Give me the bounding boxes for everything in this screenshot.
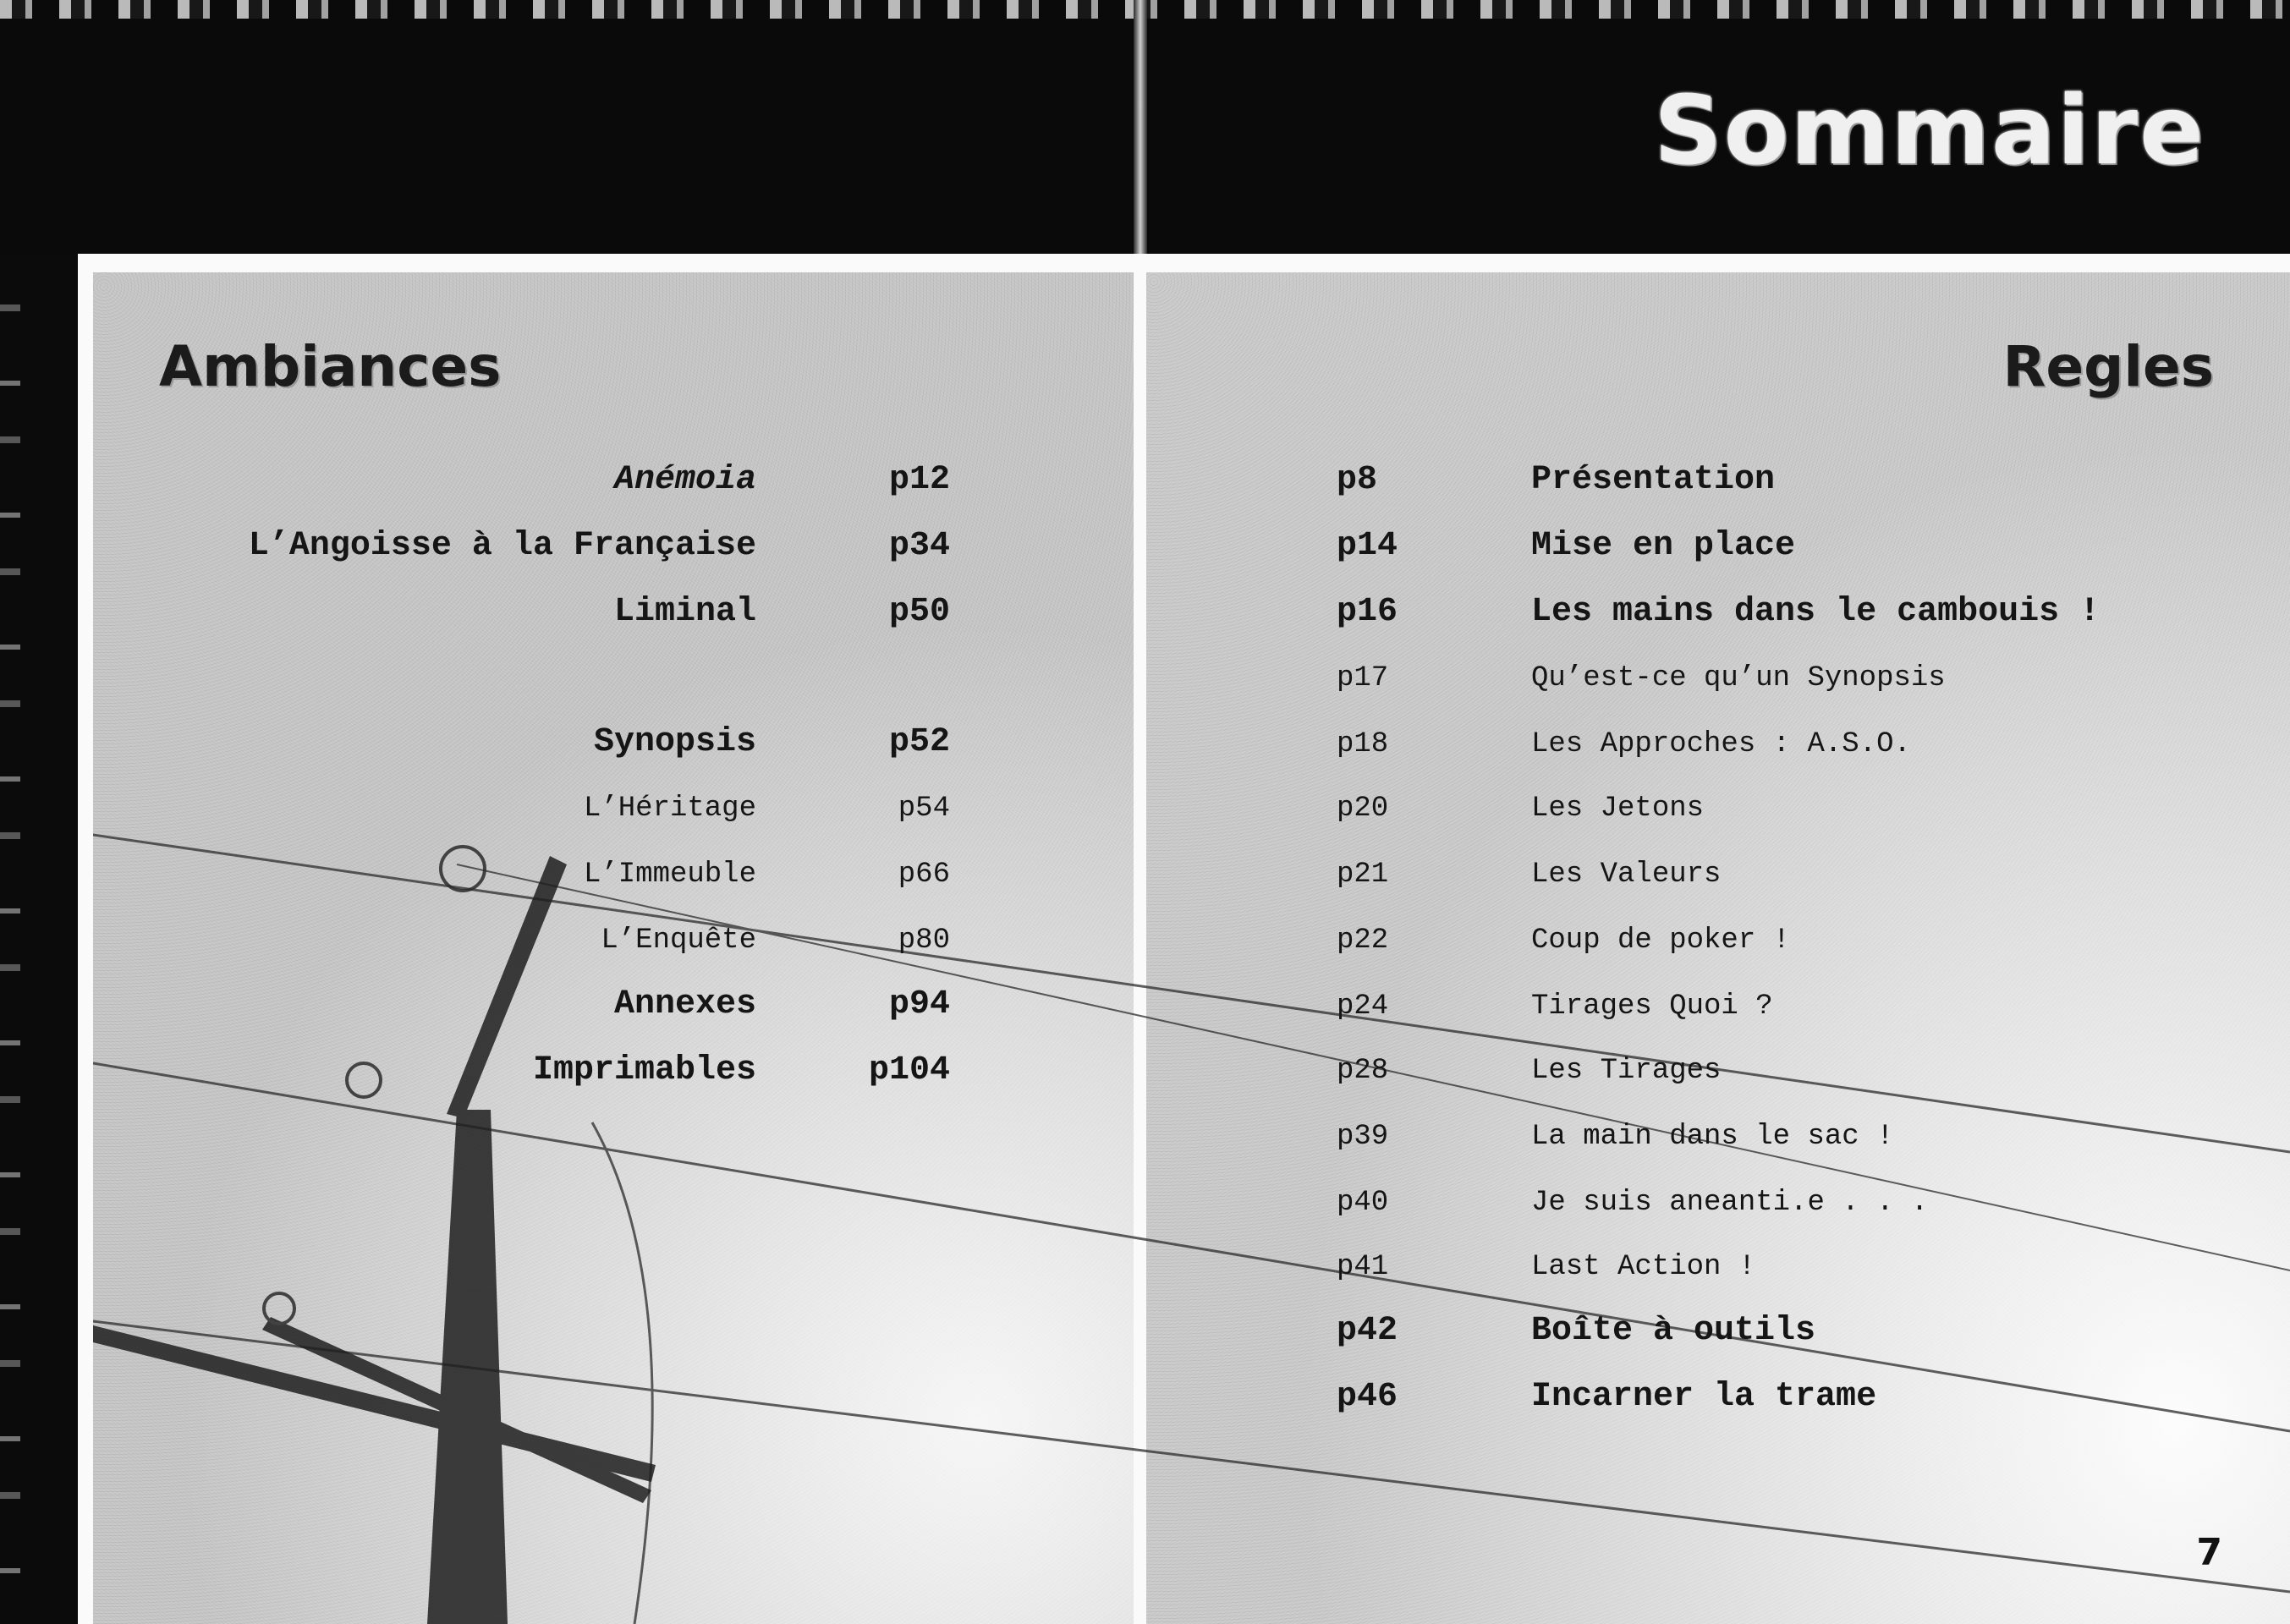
toc-entry-page: p41 xyxy=(1337,1251,1389,1283)
toc-entry[interactable] xyxy=(0,849,2290,900)
toc-entry-label: Annexes xyxy=(613,985,756,1023)
page-title: Sommaire xyxy=(1653,76,2205,186)
toc-entry[interactable] xyxy=(0,1242,2290,1292)
toc-entry[interactable] xyxy=(0,1045,2290,1096)
toc-entry-label: Tirages Quoi ? xyxy=(1531,990,1773,1023)
toc-entry-label: L’Enquête xyxy=(601,924,756,957)
regles-heading: Regles xyxy=(2002,334,2214,399)
toc-entry-page: p17 xyxy=(1337,662,1389,694)
toc-entry-page: p46 xyxy=(1337,1378,1398,1416)
toc-entry-label: L’Immeuble xyxy=(583,859,756,891)
toc-entry-page: p28 xyxy=(1337,1055,1389,1087)
toc-entry-page: p42 xyxy=(1337,1312,1398,1350)
toc-entry-label: Anémoia xyxy=(613,461,756,499)
toc-entry-label: Présentation xyxy=(1531,461,1776,499)
toc-entry-page: p94 xyxy=(888,985,950,1023)
toc-entry-page: p80 xyxy=(898,924,950,957)
toc-entry[interactable] xyxy=(0,1177,2290,1228)
toc-entry-page: p22 xyxy=(1337,924,1389,957)
toc-entry-page: p54 xyxy=(898,793,950,825)
toc-entry-page: p24 xyxy=(1337,990,1389,1023)
toc-entry[interactable] xyxy=(0,587,2290,638)
toc-entry-page: p34 xyxy=(888,527,950,565)
toc-entry[interactable] xyxy=(0,1306,2290,1357)
toc-entry-page: p12 xyxy=(888,461,950,499)
toc-entry-page: p8 xyxy=(1337,461,1378,499)
toc-entry-label: Synopsis xyxy=(593,723,756,761)
toc-entry-label: Coup de poker ! xyxy=(1531,924,1791,957)
toc-entry[interactable] xyxy=(0,521,2290,572)
toc-entry[interactable] xyxy=(0,1111,2290,1162)
toc-entry-label: Qu’est-ce qu’un Synopsis xyxy=(1531,662,1946,694)
toc-entry-label: L’Héritage xyxy=(583,793,756,825)
toc-entry-label: Les Jetons xyxy=(1531,793,1705,825)
toc-entry[interactable] xyxy=(0,653,2290,704)
toc-entry-label: Mise en place xyxy=(1531,527,1796,565)
toc-entry[interactable] xyxy=(0,783,2290,834)
toc-entry-label: Boîte à outils xyxy=(1531,1312,1816,1350)
page-gutter xyxy=(1134,0,1147,258)
toc-entry-label: Incarner la trame xyxy=(1531,1378,1877,1416)
toc-entry[interactable] xyxy=(0,455,2290,506)
toc-entry-page: p40 xyxy=(1337,1187,1389,1219)
toc-entry-page: p52 xyxy=(888,723,950,761)
toc-entry-page: p18 xyxy=(1337,728,1389,760)
toc-entry[interactable] xyxy=(0,981,2290,1032)
toc-entry-page: p16 xyxy=(1337,593,1398,631)
toc-entry-label: Les Tirages xyxy=(1531,1055,1722,1087)
toc-entry-page: p50 xyxy=(888,593,950,631)
toc-entry-label: Je suis aneanti.e . . . xyxy=(1531,1187,1929,1219)
toc-entry-page: p21 xyxy=(1337,859,1389,891)
toc-entry-page: p66 xyxy=(898,859,950,891)
toc-entry-page: p39 xyxy=(1337,1121,1389,1153)
toc-entry[interactable] xyxy=(0,719,2290,770)
toc-entry-page: p104 xyxy=(868,1051,950,1089)
toc-entry-page: p14 xyxy=(1337,527,1398,565)
toc-entry[interactable] xyxy=(0,1372,2290,1423)
toc-entry-label: Liminal xyxy=(613,593,756,631)
page-number: 7 xyxy=(2196,1531,2222,1574)
toc-entry-label: Les Approches : A.S.O. xyxy=(1531,728,1911,760)
toc-entry-label: Last Action ! xyxy=(1531,1251,1756,1283)
toc-entry-label: Les Valeurs xyxy=(1531,859,1722,891)
toc-entry[interactable] xyxy=(0,915,2290,966)
toc-entry-label: Imprimables xyxy=(532,1051,756,1089)
toc-entry-page: p20 xyxy=(1337,793,1389,825)
toc-entry-label: La main dans le sac ! xyxy=(1531,1121,1894,1153)
toc-entry-label: Les mains dans le cambouis ! xyxy=(1531,593,2101,631)
toc-entry-label: L’Angoisse à la Française xyxy=(248,527,756,565)
ambiances-heading: Ambiances xyxy=(159,334,502,399)
